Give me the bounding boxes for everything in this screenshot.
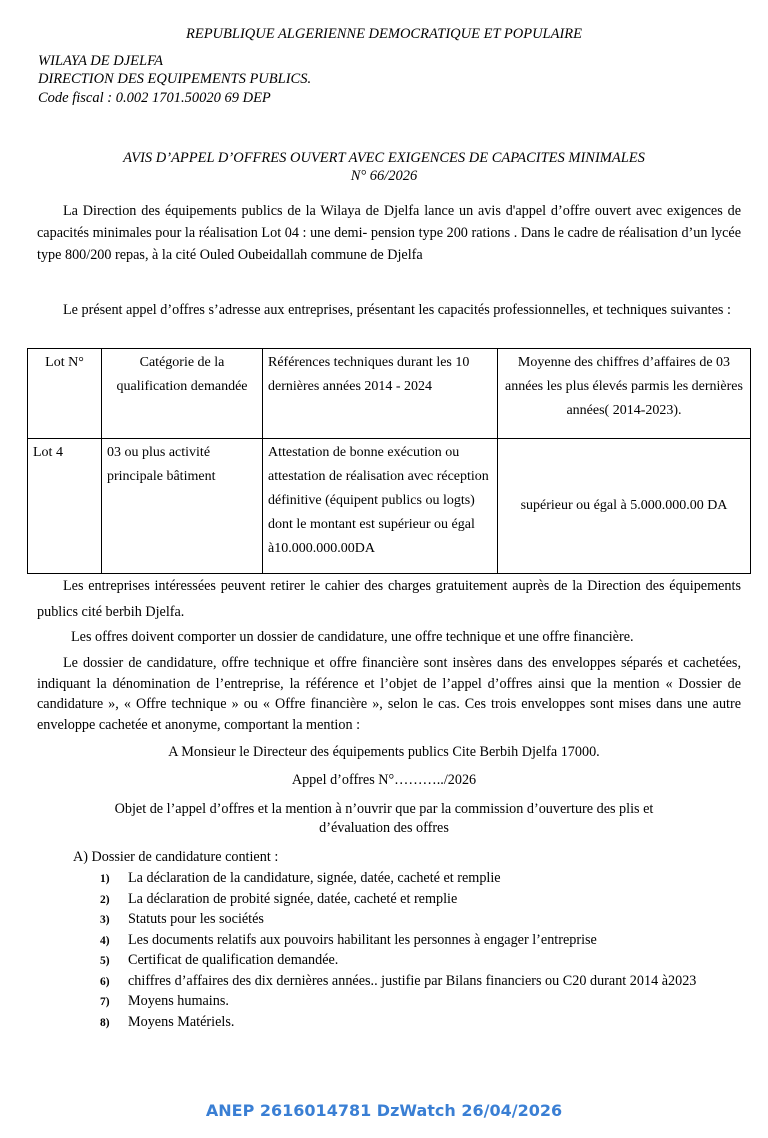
list-item-text: La déclaration de probité signée, datée, cacheté et remplie — [128, 890, 458, 907]
list-item-text: Les documents relatifs aux pouvoirs habilitant les personnes à engager l’entreprise — [128, 931, 597, 948]
list-item-number: 2) — [100, 893, 110, 906]
anep-footer: ANEP 2616014781 DzWatch 26/04/2026 — [205, 1101, 563, 1120]
list-item-text: La déclaration de la candidature, signée, datée, cacheté et remplie — [128, 870, 501, 886]
list-item-number: 5) — [100, 955, 110, 967]
adresse-line: A Monsieur le Directeur des équipements publics Cite Berbih Djelfa 17000. — [168, 744, 600, 760]
scope-paragraph: Le présent appel d’offres s’adresse aux entreprises, présentant les capacités professionnelles, et techniques suivantes : — [63, 302, 731, 318]
table-row — [28, 439, 751, 574]
list-item-number: 6) — [100, 975, 110, 988]
list-item-text: Moyens humains. — [128, 993, 229, 1009]
dossier-list-title: A) Dossier de candidature contient : — [73, 849, 279, 865]
list-item-number: 4) — [100, 934, 110, 947]
list-item-number: 7) — [100, 996, 110, 1008]
wilaya-line: WILAYA DE DJELFA — [38, 53, 163, 69]
list-item — [70, 971, 730, 992]
cell-references: Attestation de bonne exécution ou attestation de réalisation avec réception définitive (équipent publics ou logts) dont le montant est supérieur ou égal à10.000.000.00DA — [263, 439, 498, 574]
offres-paragraph: Les offres doivent comporter un dossier de candidature, une offre technique et une offre financière. — [71, 629, 634, 645]
qualification-table — [27, 348, 751, 574]
header-lot: Lot N° — [28, 349, 102, 439]
objet-line-1: Objet de l’appel d’offres et la mention à n’ouvrir que par la commission d’ouverture des plis et — [114, 801, 654, 817]
cell-chiffres-affaires: supérieur ou égal à 5.000.000.00 DA — [498, 439, 751, 574]
list-item — [70, 1012, 730, 1033]
list-item-number: 3) — [100, 914, 110, 926]
header-categorie: Catégorie de la qualification demandée — [102, 349, 263, 439]
list-item — [70, 909, 730, 930]
list-item-number: 8) — [100, 1016, 110, 1029]
retrait-paragraph: Les entreprises intéressées peuvent retirer le cahier des charges gratuitement auprès de la Direction des équipements publics cité berbih Djelfa. — [37, 578, 741, 620]
list-item-text: Certificat de qualification demandée. — [128, 952, 339, 968]
appel-line: Appel d’offres N°………../2026 — [291, 772, 477, 788]
dossier-list — [70, 868, 730, 1032]
republic-heading: REPUBLIQUE ALGERIENNE DEMOCRATIQUE ET POPULAIRE — [185, 26, 583, 42]
cell-lot: Lot 4 — [28, 439, 102, 574]
list-item — [70, 868, 730, 889]
avis-number: N° 66/2026 — [350, 168, 418, 184]
list-item-text: chiffres d’affaires des dix dernières années.. justifie par Bilans financiers ou C20 durant 2014 à2023 — [128, 972, 697, 989]
avis-title-line1: AVIS D’APPEL D’OFFRES OUVERT AVEC EXIGENCES DE CAPACITES MINIMALES — [123, 150, 645, 166]
list-item-text: Moyens Matériels. — [128, 1013, 235, 1030]
list-item-number: 1) — [100, 873, 110, 885]
header-chiffres-affaires: Moyenne des chiffres d’affaires de 03 années les plus élevés parmis les dernières années( 2014-2023). — [498, 349, 751, 439]
list-item — [70, 991, 730, 1012]
table-header-row — [28, 349, 751, 439]
cell-categorie: 03 ou plus activité principale bâtiment — [102, 439, 263, 574]
header-references: Références techniques durant les 10 dernières années 2014 - 2024 — [263, 349, 498, 439]
list-item — [70, 889, 730, 910]
avis-title — [0, 149, 768, 185]
code-fiscal-line: Code fiscal : 0.002 1701.50020 69 DEP — [38, 90, 271, 106]
list-item — [70, 950, 730, 971]
objet-line-2: d’évaluation des offres — [319, 820, 449, 836]
list-item — [70, 930, 730, 951]
intro-paragraph: La Direction des équipements publics de la Wilaya de Djelfa lance un avis d'appel d’offre ouvert avec exigences de capacités minimales pour la réalisation Lot 04 : une demi- pension type 200 rations . Dans le cadre de réalisation d’un lycée type 800/200 repas, à la cité Ouled Oubeidallah commune de Djelfa — [37, 203, 741, 263]
direction-line: DIRECTION DES EQUIPEMENTS PUBLICS. — [38, 71, 312, 87]
list-item-text: Statuts pour les sociétés — [128, 911, 264, 927]
dossier-paragraph: Le dossier de candidature, offre technique et offre financière sont insères dans des enveloppes séparés et cachetées, indiquant la dénomination de l’entreprise, la référence et l’objet de l’appel d’offres ainsi que la mention « Dossier de candidature », « Offre technique » ou « Offre financière », selon le cas. Ces trois enveloppes sont mises dans une autre enveloppe cachetée et anonyme, comportant la mention : — [37, 655, 741, 733]
